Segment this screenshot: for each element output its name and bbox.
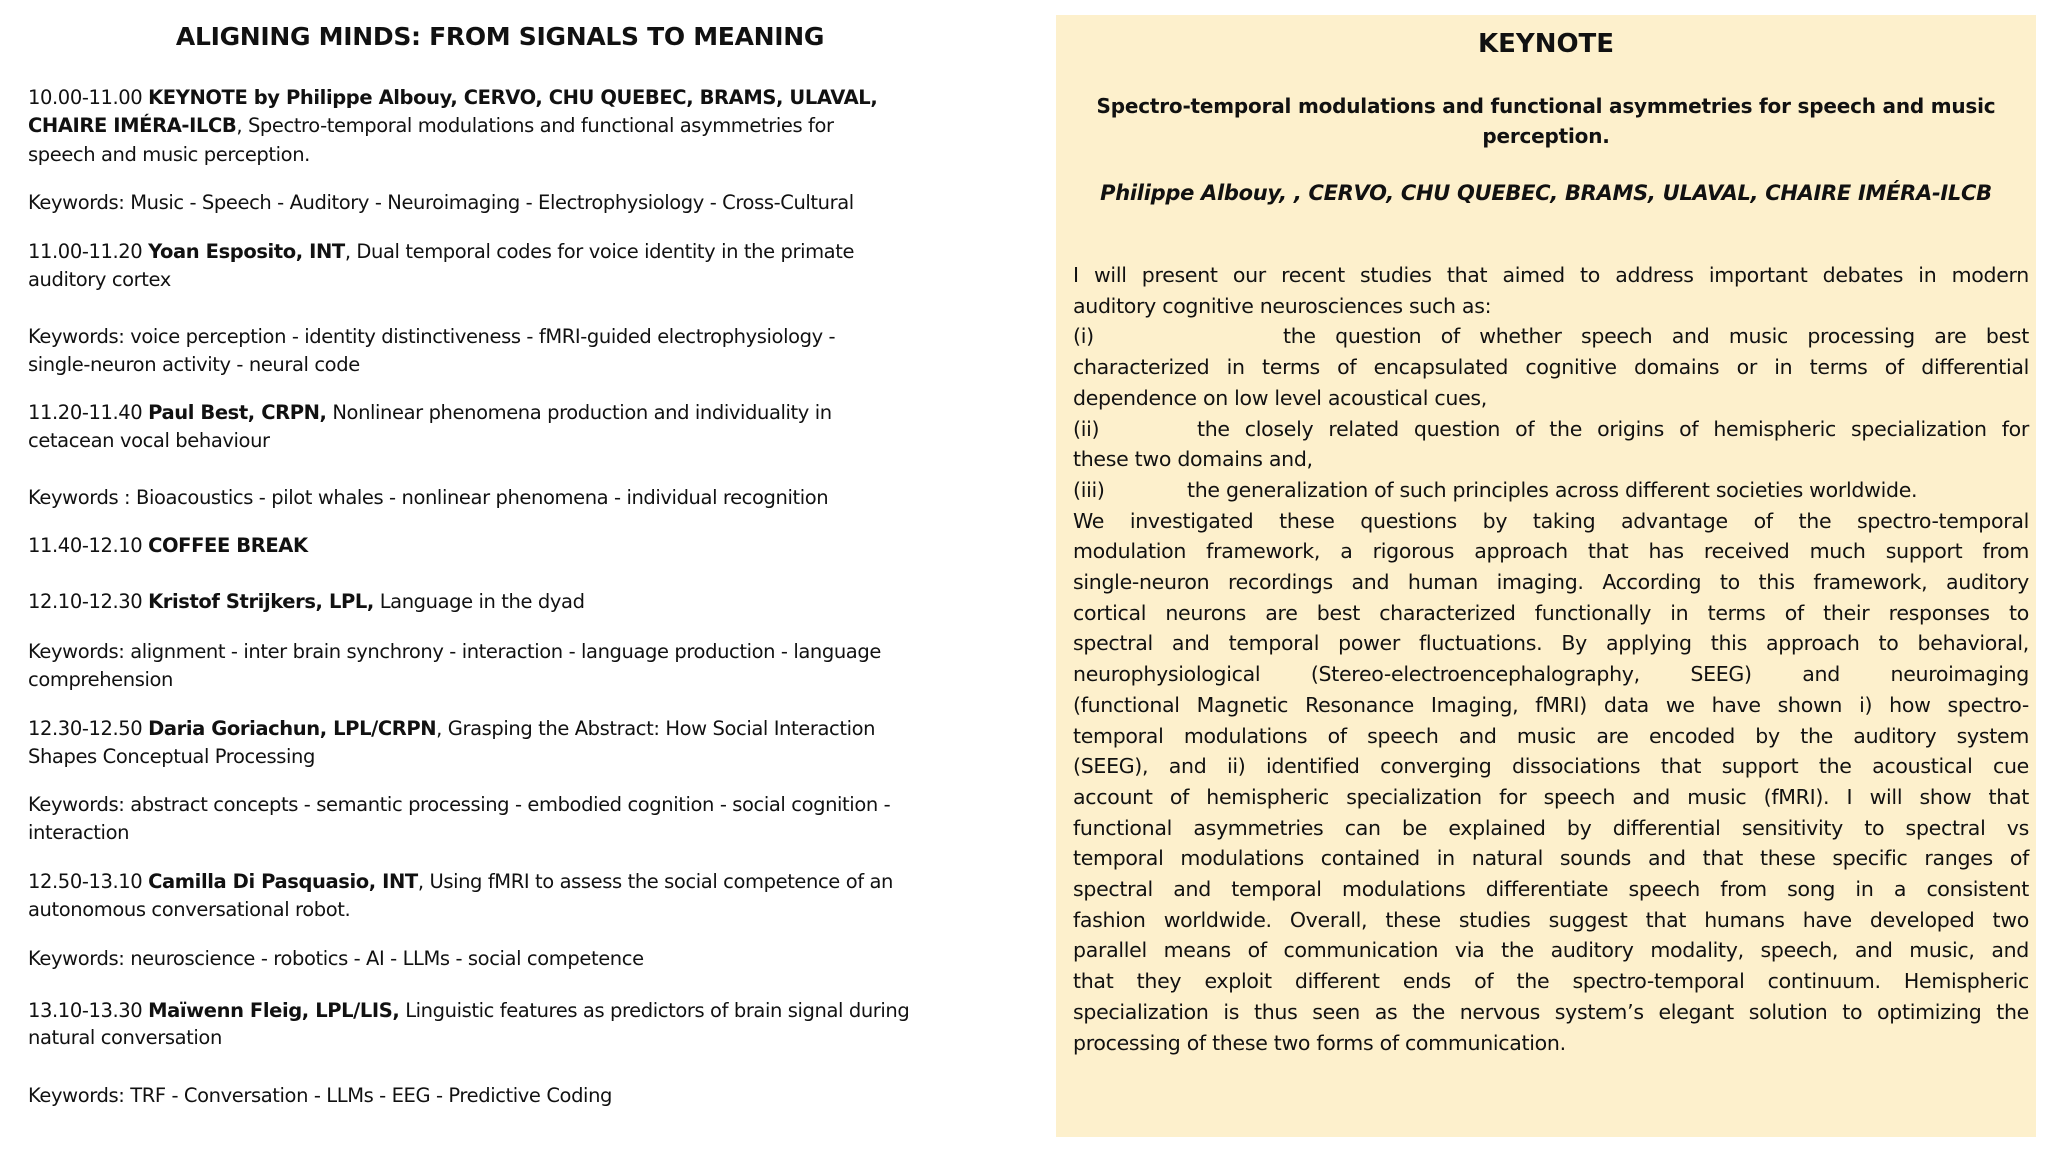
abstract-line: neurophysiological (Stereo-electroencephalography, SEEG) and neuroimaging <box>1073 662 2029 687</box>
speaker-affiliation: CHAIRE IMÉRA-ILCB <box>28 114 237 137</box>
abstract-line: single-neuron recordings and human imaging. According to this framework, auditory <box>1073 570 2029 594</box>
talk-text: speech and music perception. <box>28 143 310 166</box>
schedule-line <box>28 743 315 771</box>
talk-text: Nonlinear phenomena production and individuality in <box>326 401 832 424</box>
time-slot: 12.50-13.10 <box>28 870 149 893</box>
speaker-affiliation: KEYNOTE by Philippe Albouy, CERVO, CHU QUEBEC, BRAMS, ULAVAL, <box>148 86 878 109</box>
speaker-affiliation: Paul Best, CRPN, <box>148 401 327 424</box>
talk-text: , Dual temporal codes for voice identity in the primate <box>344 240 855 263</box>
keynote-subtitle-line-2: perception. <box>1482 124 1610 148</box>
abstract-line: We investigated these questions by taking advantage of the spectro-temporal <box>1073 508 2029 533</box>
schedule-line <box>28 715 875 743</box>
time-slot: 12.10-12.30 <box>28 590 149 613</box>
talk-text: , Using fMRI to assess the social competence of an <box>417 870 894 893</box>
time-slot: 11.00-11.20 <box>28 240 149 263</box>
talk-text: , Spectro-temporal modulations and functional asymmetries for <box>236 114 834 137</box>
schedule-line <box>28 896 350 924</box>
abstract-line: temporal modulations contained in natural sounds and that these specific ranges of <box>1073 846 2029 871</box>
abstract-line: cortical neurons are best characterized functionally in terms of their responses to <box>1073 600 2029 625</box>
schedule-title: ALIGNING MINDS: FROM SIGNALS TO MEANING <box>175 22 825 51</box>
abstract-line: spectral and temporal modulations differentiate speech from song in a consistent <box>1073 877 2029 901</box>
schedule-line <box>28 532 308 560</box>
schedule-line <box>28 427 270 455</box>
talk-text: interaction <box>28 821 130 844</box>
talk-text: Keywords: voice perception - identity distinctiveness - fMRI-guided electrophysiology - <box>28 325 836 348</box>
abstract-line: (iii) the generalization of such principles across different societies worldwide. <box>1073 475 2029 505</box>
keynote-subtitle-line-1: Spectro-temporal modulations and functional asymmetries for speech and music <box>1096 94 1996 118</box>
schedule-line <box>28 112 834 140</box>
talk-text: Keywords: alignment - inter brain synchrony - interaction - language production - language <box>28 640 881 663</box>
speaker-affiliation: Camilla Di Pasquasio, INT <box>148 870 418 893</box>
schedule-line <box>28 189 854 217</box>
abstract-line: (i) the question of whether speech and music processing are best <box>1073 321 2029 351</box>
speaker-affiliation: Maïwenn Fleig, LPL/LIS, <box>148 999 400 1022</box>
schedule-line <box>28 266 171 294</box>
talk-text: Language in the dyad <box>373 590 585 613</box>
schedule-line <box>28 588 585 616</box>
talk-text: , Grasping the Abstract: How Social Interaction <box>436 717 876 740</box>
abstract-line: account of hemispheric specialization for speech and music (fMRI). I will show that <box>1073 784 2029 809</box>
talk-text: Keywords: Music - Speech - Auditory - Neuroimaging - Electrophysiology - Cross-Cultural <box>28 191 854 214</box>
abstract-line: these two domains and, <box>1073 447 1313 472</box>
abstract-line: (ii) the closely related question of the origins of hemispheric specialization for <box>1073 414 2029 444</box>
time-slot: 11.40-12.10 <box>28 534 149 557</box>
abstract-line: specialization is thus seen as the nervous system’s elegant solution to optimizing the <box>1073 999 2029 1024</box>
talk-text: Shapes Conceptual Processing <box>28 745 315 768</box>
schedule-line <box>28 1082 612 1110</box>
talk-text: autonomous conversational robot. <box>28 898 351 921</box>
abstract-line: dependence on low level acoustical cues, <box>1073 385 1487 410</box>
talk-text: Keywords : Bioacoustics - pilot whales - nonlinear phenomena - individual recognition <box>28 486 829 509</box>
talk-text: Keywords: abstract concepts - semantic processing - embodied cognition - social cognition - <box>28 793 891 816</box>
schedule-line <box>28 1024 222 1052</box>
talk-text: Keywords: neuroscience - robotics - AI - LLMs - social competence <box>28 947 644 970</box>
keynote-author: Philippe Albouy, , CERVO, CHU QUEBEC, BRAMS, ULAVAL, CHAIRE IMÉRA-ILCB <box>1100 181 1992 205</box>
abstract-line: functional asymmetries can be explained by differential sensitivity to spectral vs <box>1073 815 2029 840</box>
list-marker: (i) <box>1073 324 1094 349</box>
speaker-affiliation: Daria Goriachun, LPL/CRPN <box>148 717 437 740</box>
schedule-line <box>28 323 835 351</box>
schedule-line <box>28 238 854 266</box>
schedule-line <box>28 84 877 112</box>
abstract-line: that they exploit different ends of the spectro-temporal continuum. Hemispheric <box>1073 969 2029 994</box>
talk-text: Keywords: TRF - Conversation - LLMs - EEG - Predictive Coding <box>28 1084 613 1107</box>
abstract-line: processing of these two forms of communication. <box>1073 1030 1566 1055</box>
speaker-affiliation: Yoan Esposito, INT <box>148 240 345 263</box>
abstract-line: spectral and temporal power fluctuations. By applying this approach to behavioral, <box>1073 631 2029 656</box>
keynote-heading: KEYNOTE <box>1477 29 1615 59</box>
speaker-affiliation: COFFEE BREAK <box>148 534 308 557</box>
talk-text: Linguistic features as predictors of brain signal during <box>399 999 910 1022</box>
schedule-line <box>28 791 890 819</box>
schedule-line <box>28 141 310 169</box>
talk-text: single-neuron activity - neural code <box>28 353 360 376</box>
schedule-line <box>28 997 909 1025</box>
talk-text: cetacean vocal behaviour <box>28 429 270 452</box>
list-marker: (ii) <box>1073 416 1100 441</box>
speaker-affiliation: Kristof Strijkers, LPL, <box>148 590 374 613</box>
schedule-line <box>28 868 893 896</box>
abstract-line: auditory cognitive neurosciences such as: <box>1073 293 1492 318</box>
schedule-line <box>28 666 173 694</box>
time-slot: 11.20-11.40 <box>28 401 149 424</box>
schedule-line <box>28 351 360 379</box>
abstract-line: (functional Magnetic Resonance Imaging, fMRI) data we have shown i) how spectro- <box>1073 692 2029 717</box>
abstract-line: characterized in terms of encapsulated cognitive domains or in terms of differential <box>1073 355 2029 380</box>
schedule-line <box>28 945 644 973</box>
time-slot: 13.10-13.30 <box>28 999 149 1022</box>
talk-text: natural conversation <box>28 1026 222 1049</box>
schedule-line <box>28 819 129 847</box>
time-slot: 10.00-11.00 <box>28 86 149 109</box>
abstract-line: fashion worldwide. Overall, these studies suggest that humans have developed two <box>1073 907 2029 932</box>
abstract-line: modulation framework, a rigorous approach that has received much support from <box>1073 539 2029 564</box>
abstract-line: temporal modulations of speech and music are encoded by the auditory system <box>1073 723 2029 748</box>
schedule-line <box>28 638 881 666</box>
keynote-panel <box>1056 15 2036 1137</box>
time-slot: 12.30-12.50 <box>28 717 149 740</box>
list-marker: (iii) <box>1073 477 1105 502</box>
abstract-line: (SEEG), and ii) identified converging dissociations that support the acoustical cue <box>1073 754 2029 779</box>
talk-text: auditory cortex <box>28 268 171 291</box>
schedule-line <box>28 399 832 427</box>
schedule-line <box>28 484 828 512</box>
talk-text: comprehension <box>28 668 173 691</box>
abstract-line: I will present our recent studies that aimed to address important debates in modern <box>1073 263 2029 287</box>
abstract-line: parallel means of communication via the auditory modality, speech, and music, and <box>1073 938 2029 963</box>
